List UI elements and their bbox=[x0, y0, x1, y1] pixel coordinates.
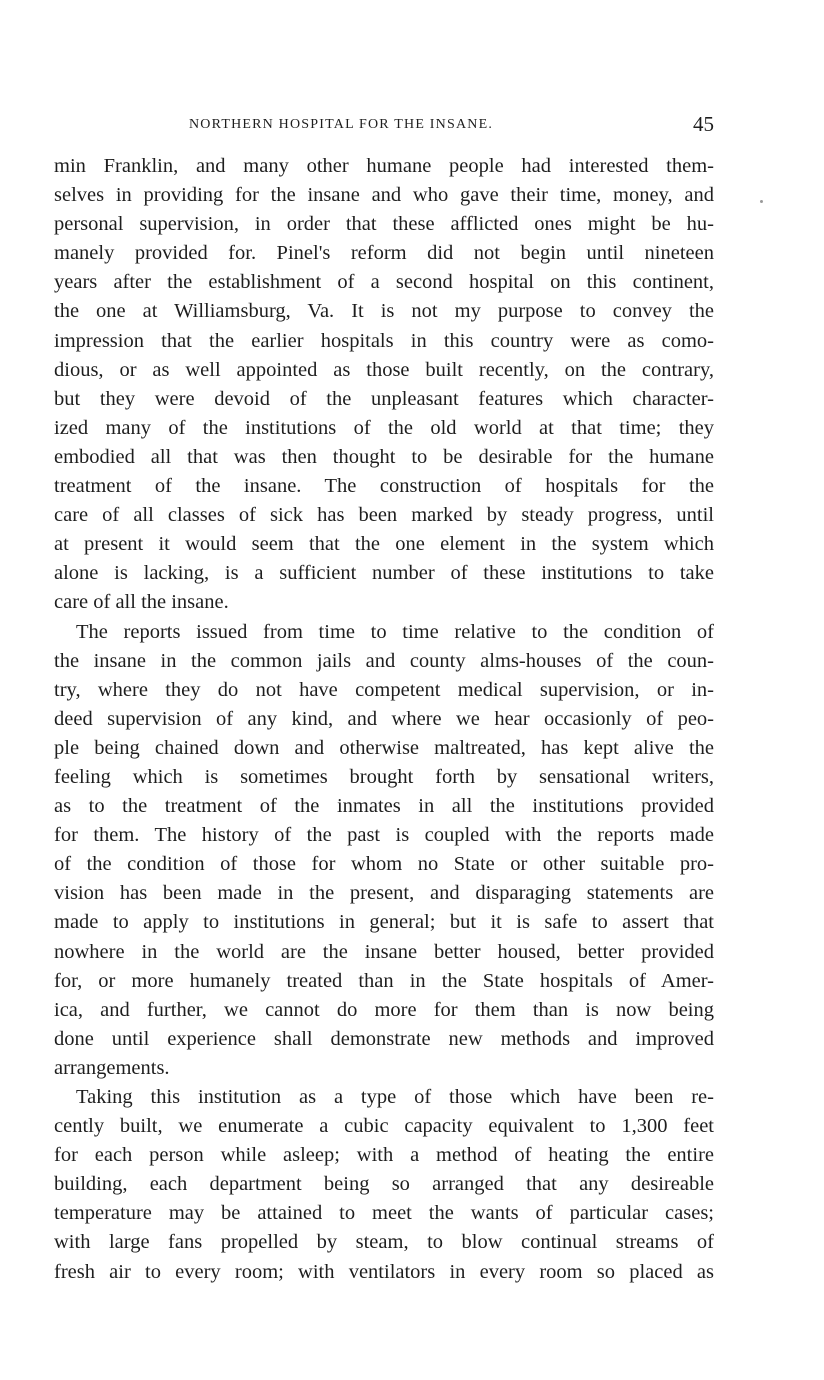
text-line: treatment of the insane. The construction of hospitals for the bbox=[54, 475, 714, 498]
text-line: made to apply to institutions in general; but it is safe to assert that bbox=[54, 911, 714, 934]
text-line: embodied all that was then thought to be desirable for the humane bbox=[54, 445, 714, 468]
text-line: for each person while asleep; with a method of heating the entire bbox=[54, 1144, 714, 1167]
paragraph bbox=[54, 618, 714, 1084]
text-line: nowhere in the world are the insane better housed, better provided bbox=[54, 940, 714, 963]
text-line: Taking this institution as a type of those which have been re- bbox=[76, 1086, 714, 1108]
running-title: NORTHERN HOSPITAL FOR THE INSANE. bbox=[189, 117, 494, 132]
text-line: impression that the earlier hospitals in this country were as como- bbox=[54, 329, 714, 352]
text-line: fresh air to every room; with ventilators in every room so placed as bbox=[54, 1260, 714, 1283]
scan-speck bbox=[760, 200, 763, 203]
page-number: 45 bbox=[693, 112, 714, 136]
text-line: The reports issued from time to time relative to the condition of bbox=[76, 620, 714, 643]
text-line: of the condition of those for whom no State or other suitable pro- bbox=[54, 853, 714, 876]
text-line: cently built, we enumerate a cubic capacity equivalent to 1,300 feet bbox=[54, 1115, 714, 1138]
text-line: temperature may be attained to meet the wants of particular cases; bbox=[54, 1202, 714, 1225]
text-line: the one at Williamsburg, Va. It is not my purpose to convey the bbox=[54, 300, 714, 323]
text-line: care of all classes of sick has been marked by steady progress, until bbox=[54, 504, 714, 527]
text-line: for, or more humanely treated than in the State hospitals of Amer- bbox=[54, 969, 714, 992]
text-line: with large fans propelled by steam, to blow continual streams of bbox=[54, 1231, 714, 1254]
text-line: selves in providing for the insane and who gave their time, money, and bbox=[54, 184, 714, 207]
paragraph bbox=[54, 1083, 714, 1287]
text-line: alone is lacking, is a sufficient number of these institutions to take bbox=[54, 562, 714, 585]
text-line: personal supervision, in order that these afflicted ones might be hu- bbox=[54, 213, 714, 236]
body-text bbox=[54, 152, 714, 1287]
text-line: try, where they do not have competent medical supervision, or in- bbox=[54, 678, 714, 701]
text-line: ica, and further, we cannot do more for them than is now being bbox=[54, 998, 714, 1021]
text-line: feeling which is sometimes brought forth by sensational writers, bbox=[54, 765, 714, 788]
text-line: years after the establishment of a second hospital on this continent, bbox=[54, 271, 714, 294]
text-line: ple being chained down and otherwise maltreated, has kept alive the bbox=[54, 736, 714, 759]
text-line: but they were devoid of the unpleasant features which character- bbox=[54, 387, 714, 410]
text-line: vision has been made in the present, and disparaging statements are bbox=[54, 882, 714, 905]
text-line: the insane in the common jails and county alms-houses of the coun- bbox=[54, 649, 714, 672]
text-line: min Franklin, and many other humane people had interested them- bbox=[54, 155, 714, 177]
text-line: ized many of the institutions of the old world at that time; they bbox=[54, 416, 714, 439]
text-line: at present it would seem that the one element in the system which bbox=[54, 533, 714, 556]
text-line: dious, or as well appointed as those built recently, on the contrary, bbox=[54, 358, 714, 381]
text-line: building, each department being so arranged that any desireable bbox=[54, 1173, 714, 1196]
text-line: done until experience shall demonstrate new methods and improved bbox=[54, 1027, 714, 1050]
text-line: manely provided for. Pinel's reform did not begin until nineteen bbox=[54, 242, 714, 265]
paragraph bbox=[54, 152, 714, 618]
text-line: for them. The history of the past is coupled with the reports made bbox=[54, 824, 714, 847]
running-head bbox=[54, 112, 716, 137]
text-line: as to the treatment of the inmates in all the institutions provided bbox=[54, 795, 714, 818]
text-line: deed supervision of any kind, and where we hear occasionly of peo- bbox=[54, 707, 714, 730]
text-line: arrangements. bbox=[54, 1056, 170, 1079]
text-line: care of all the insane. bbox=[54, 591, 229, 614]
